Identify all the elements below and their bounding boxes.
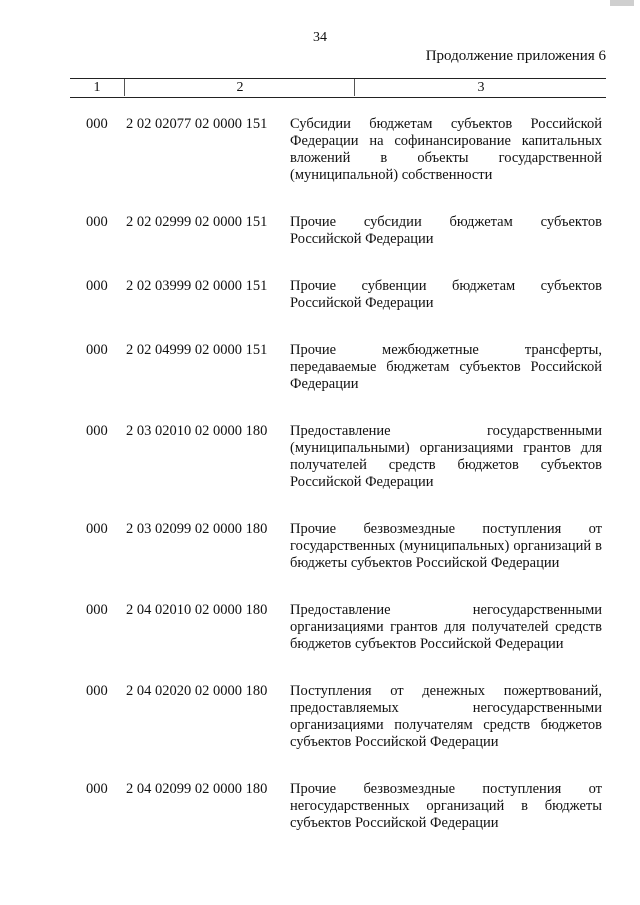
income-name: Субсидии бюджетам субъектов Российской Федерации на софинансирование капитальных вложений в объекты государственной (муниципальной) собственности (290, 116, 602, 183)
continuation-caption: Продолжение приложения 6 (425, 48, 606, 64)
income-name: Поступления от денежных пожертвований, предоставляемых негосударственными организациями получателям средств бюджетов субъектов Российской Федерации (290, 683, 602, 750)
budget-classification-code: 2 04 02020 02 0000 180 (126, 683, 268, 699)
budget-classification-code: 2 04 02099 02 0000 180 (126, 781, 268, 797)
income-name: Предоставление негосударственными организациями грантов для получателей средств бюджетов субъектов Российской Федерации (290, 602, 602, 652)
admin-code: 000 (86, 116, 108, 132)
table-row (0, 278, 640, 312)
budget-classification-code: 2 02 02077 02 0000 151 (126, 116, 268, 132)
income-name: Прочие межбюджетные трансферты, передаваемые бюджетам субъектов Российской Федерации (290, 342, 602, 392)
income-name: Прочие безвозмездные поступления от государственных (муниципальных) организаций в бюджеты субъектов Российской Федерации (290, 521, 602, 571)
budget-classification-code: 2 04 02010 02 0000 180 (126, 602, 268, 618)
table-body (0, 116, 640, 832)
admin-code: 000 (86, 602, 108, 618)
column-header-1: 1 (93, 80, 101, 95)
budget-classification-code: 2 02 02999 02 0000 151 (126, 214, 268, 230)
admin-code: 000 (86, 521, 108, 537)
column-header-2: 2 (124, 79, 355, 96)
budget-classification-code: 2 02 03999 02 0000 151 (126, 278, 268, 294)
budget-classification-code: 2 02 04999 02 0000 151 (126, 342, 268, 358)
admin-code: 000 (86, 781, 108, 797)
table-row (0, 683, 640, 751)
table-row (0, 602, 640, 653)
income-name: Прочие субвенции бюджетам субъектов Российской Федерации (290, 278, 602, 311)
budget-classification-code: 2 03 02010 02 0000 180 (126, 423, 268, 439)
table-row (0, 521, 640, 572)
income-name: Прочие безвозмездные поступления от негосударственных организаций в бюджеты субъектов Российской Федерации (290, 781, 602, 831)
table-row (0, 423, 640, 491)
column-header-3: 3 (354, 79, 607, 96)
table-row (0, 342, 640, 393)
page-number: 34 (313, 30, 327, 45)
admin-code: 000 (86, 214, 108, 230)
table-row (0, 214, 640, 248)
income-name: Прочие субсидии бюджетам субъектов Российской Федерации (290, 214, 602, 247)
income-name: Предоставление государственными (муниципальными) организациями грантов для получателей средств бюджетов субъектов Российской Федерации (290, 423, 602, 490)
table-row (0, 116, 640, 184)
table-row (0, 781, 640, 832)
budget-classification-code: 2 03 02099 02 0000 180 (126, 521, 268, 537)
admin-code: 000 (86, 278, 108, 294)
scan-mark (610, 0, 634, 6)
admin-code: 000 (86, 683, 108, 699)
admin-code: 000 (86, 342, 108, 358)
table-header (70, 78, 606, 98)
admin-code: 000 (86, 423, 108, 439)
